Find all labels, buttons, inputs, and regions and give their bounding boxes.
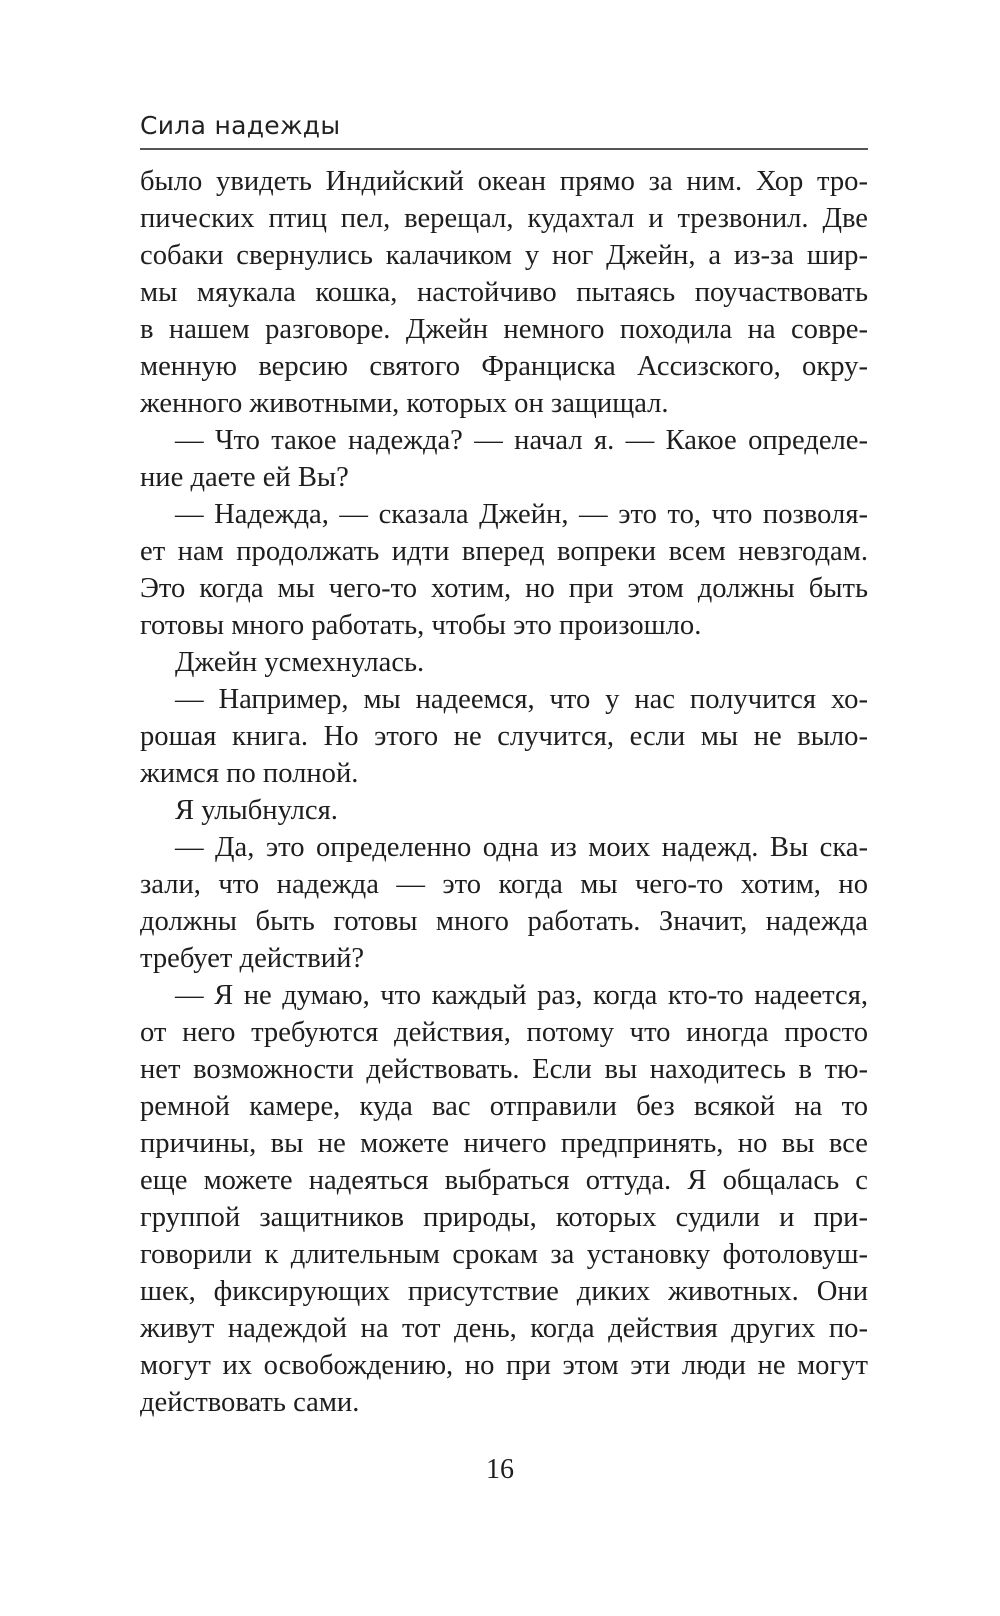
text-line: требует действий? bbox=[140, 943, 365, 974]
text-line: менную версию святого Франциска Ассизского, окру- bbox=[140, 351, 868, 382]
header-rule bbox=[140, 148, 868, 150]
text-line: — Да, это определенно одна из моих надежд. Вы ска- bbox=[175, 832, 868, 863]
text-line: действовать сами. bbox=[140, 1387, 360, 1418]
text-line: причины, вы не можете ничего предпринять, но вы все bbox=[140, 1128, 868, 1159]
text-line: — Я не думаю, что каждый раз, когда кто-то надеется, bbox=[175, 980, 868, 1011]
text-line: — Надежда, — сказала Джейн, — это то, что позволя- bbox=[175, 499, 868, 530]
text-line: жимся по полной. bbox=[140, 758, 359, 789]
text-line: в нашем разговоре. Джейн немного походила на совре- bbox=[140, 314, 868, 345]
text-line: женного животными, которых он защищал. bbox=[140, 388, 669, 419]
text-line: могут их освобождению, но при этом эти люди не могут bbox=[140, 1350, 868, 1381]
text-line: собаки свернулись калачиком у ног Джейн, а из-за шир- bbox=[140, 240, 868, 271]
body-text bbox=[140, 163, 868, 1421]
text-line: зали, что надежда — это когда мы чего-то хотим, но bbox=[140, 869, 868, 900]
text-line: Это когда мы чего-то хотим, но при этом должны быть bbox=[140, 573, 868, 604]
text-line: живут надеждой на тот день, когда действия других по- bbox=[140, 1313, 868, 1344]
text-line: пических птиц пел, верещал, кудахтал и трезвонил. Две bbox=[140, 203, 868, 234]
text-line: от него требуются действия, потому что иногда просто bbox=[140, 1017, 868, 1048]
text-line: было увидеть Индийский океан прямо за ним. Хор тро- bbox=[140, 166, 868, 197]
text-line: ремной камере, куда вас отправили без всякой на то bbox=[140, 1091, 868, 1122]
text-line: группой защитников природы, которых судили и при- bbox=[140, 1202, 868, 1233]
text-line: рошая книга. Но этого не случится, если мы не выло- bbox=[140, 721, 868, 752]
text-line: — Например, мы надеемся, что у нас получится хо- bbox=[175, 684, 868, 715]
text-line: готовы много работать, чтобы это произошло. bbox=[140, 610, 702, 641]
text-line: должны быть готовы много работать. Значит, надежда bbox=[140, 906, 868, 937]
text-line: говорили к длительным срокам за установку фотоловуш- bbox=[140, 1239, 868, 1270]
text-line: нет возможности действовать. Если вы находитесь в тю- bbox=[140, 1054, 868, 1085]
text-line: шек, фиксирующих присутствие диких животных. Они bbox=[140, 1276, 868, 1307]
page-number: 16 bbox=[486, 1454, 514, 1485]
text-line: мы мяукала кошка, настойчиво пытаясь поучаствовать bbox=[140, 277, 868, 308]
text-line: Я улыбнулся. bbox=[175, 795, 338, 826]
text-line: — Что такое надежда? — начал я. — Какое определе- bbox=[175, 425, 868, 456]
text-line: ние даете ей Вы? bbox=[140, 462, 349, 493]
text-line: еще можете надеяться выбраться оттуда. Я общалась с bbox=[140, 1165, 868, 1196]
text-line: ет нам продолжать идти вперед вопреки всем невзгодам. bbox=[140, 536, 868, 567]
text-line: Джейн усмехнулась. bbox=[175, 647, 425, 678]
running-header: Сила надежды bbox=[140, 111, 341, 140]
